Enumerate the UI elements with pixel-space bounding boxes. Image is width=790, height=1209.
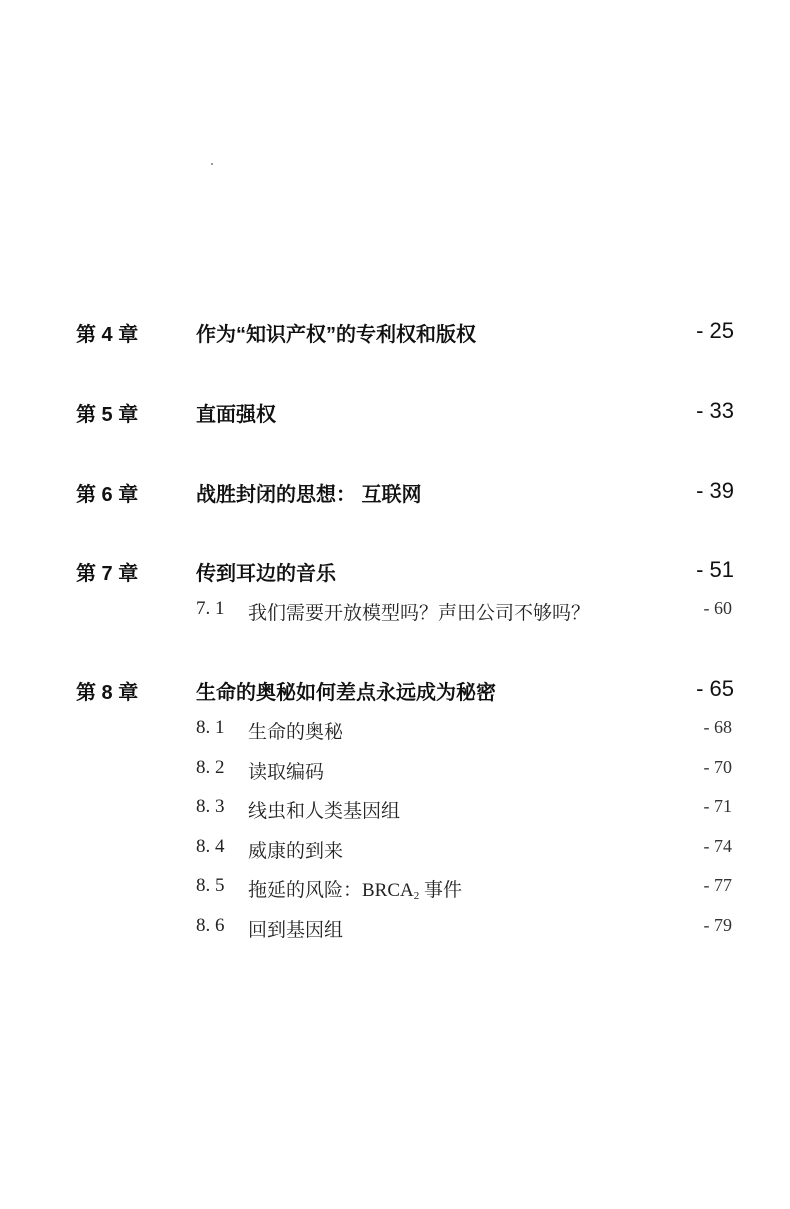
section-title-prefix: 拖延的风险：BRCA (248, 880, 414, 901)
chapter-page-number: - 39 (696, 478, 734, 503)
section-number: 8. 5 (196, 875, 225, 896)
section-title: 我们需要开放模型吗？声田公司不够吗？ (248, 603, 591, 624)
section-page-number: - 79 (703, 915, 732, 935)
chapter-title: 战胜封闭的思想： 互联网 (196, 484, 422, 506)
chapter-label: 第 7 章 (76, 563, 139, 585)
section-page-number: - 68 (703, 717, 732, 737)
section-page-number: - 70 (703, 757, 732, 777)
chapter-label: 第 5 章 (76, 404, 139, 426)
section-title (248, 875, 462, 902)
section-title: 威康的到来 (248, 841, 344, 862)
chapter-label: 第 4 章 (76, 324, 139, 346)
chapter-label: 第 6 章 (76, 484, 139, 506)
section-title: 线虫和人类基因组 (248, 801, 401, 822)
section-page-number: - 60 (703, 598, 732, 618)
section-number: 8. 1 (196, 717, 225, 738)
chapter-page-number: - 25 (696, 318, 734, 343)
section-page-number: - 71 (703, 796, 732, 816)
chapter-page-number: - 51 (696, 557, 734, 582)
chapter-title: 作为“知识产权”的专利权和版权 (196, 324, 476, 346)
section-page-number: - 77 (703, 875, 732, 895)
section-number: 7. 1 (196, 598, 225, 619)
scan-speck (211, 163, 213, 165)
chapter-label: 第 8 章 (76, 682, 139, 704)
chapter-title: 直面强权 (196, 404, 276, 426)
section-number: 8. 6 (196, 915, 225, 936)
chapter-page-number: - 65 (696, 676, 734, 701)
section-number: 8. 2 (196, 757, 225, 778)
section-title: 读取编码 (248, 762, 325, 783)
section-number: 8. 4 (196, 836, 225, 857)
section-page-number: - 74 (703, 836, 732, 856)
chapter-page-number: - 33 (696, 398, 734, 423)
section-title: 回到基因组 (248, 920, 344, 941)
chapter-title: 传到耳边的音乐 (196, 563, 336, 585)
section-number: 8. 3 (196, 796, 225, 817)
section-title-suffix: 事件 (419, 880, 463, 901)
section-title: 生命的奥秘 (248, 722, 344, 743)
chapter-title: 生命的奥秘如何差点永远成为秘密 (196, 682, 496, 704)
section-title-subscript: 2 (413, 890, 420, 902)
